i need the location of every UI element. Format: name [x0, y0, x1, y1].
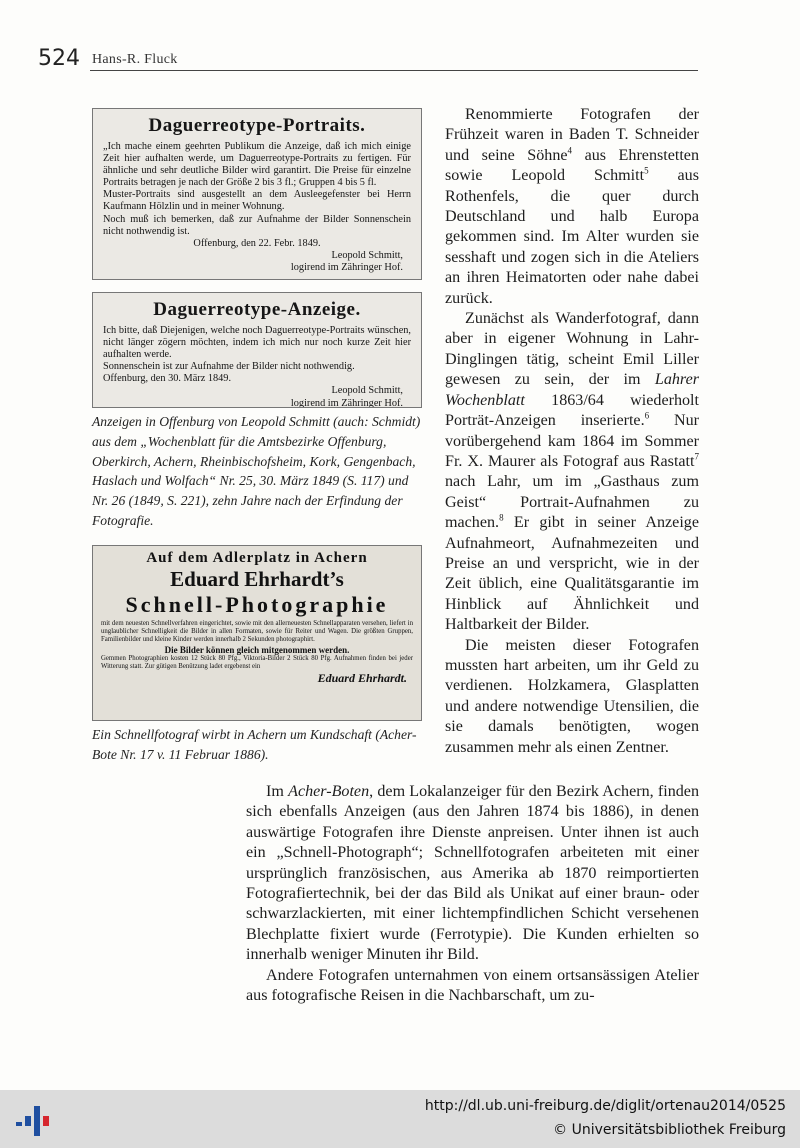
text-run: Nur vorübergehend kam 1864 im Sommer Fr. X. Maurer als Fotograf aus Rastatt [445, 412, 699, 470]
ad1-title: Daguerreotype-Portraits. [148, 115, 366, 136]
ad1-signature-note: logirend im Zähringer Hof. [290, 261, 403, 273]
ad1-signature: Leopold Schmitt, [331, 249, 403, 261]
ad3-name: Eduard Ehrhardt’s [170, 567, 344, 591]
figure-caption-2: Ein Schnellfotograf wirbt in Achern um Kundschaft (Acher-Bote Nr. 17 v. 11 Februar 1886). [92, 727, 417, 762]
ad1-body3: Noch muß ich bemerken, daß zur Aufnahme der Bilder Sonnenschein nicht nothwendig ist. [103, 213, 411, 237]
ad3-location: Auf dem Adlerplatz in Achern [146, 550, 368, 566]
text-run: nach Lahr, um im „Gasthaus zum Geist“ Portrait-Aufnahmen zu machen. [445, 473, 699, 532]
text-run: aus Ehrenstetten sowie Leopold Schmitt [445, 146, 699, 185]
ad3-highlight: Die Bilder können gleich mitgenommen werden. [164, 644, 350, 655]
library-logo-icon [14, 1102, 54, 1138]
ad1-body: „Ich mache einem geehrten Publikum die Anzeige, daß ich mich einige Zeit hier aufhalten werde, um Daguerreotype-Portraits zu fertigen. Für ähnliche und sehr deutliche Bilder wird garantirt. Die Preise für einzelne Portraits betragen je nach der Größe 2 bis 3 fl.; Gruppen 4 bis 5 fl. [103, 141, 411, 189]
paragraph [445, 105, 699, 309]
text-run: 1863/64 wiederholt Porträt-Anzeigen inserierte. [445, 391, 699, 430]
page-number: 524 [38, 46, 80, 71]
text-run: Im [266, 783, 289, 800]
header-rule [90, 70, 698, 71]
italic-title: Lahrer Wochenblatt [445, 371, 699, 409]
running-head: Hans-R. Fluck [92, 52, 178, 67]
paragraph: Die meisten dieser Fotografen mussten hart arbeiten, um ihr Geld zu verdienen. Holzkamera, Glasplatten und andere notwendige Utensilien, die sie damals benötigten, wogen zusammen mehr als einen Zentner. [445, 636, 699, 756]
ad3-title: Schnell-Photographie [125, 592, 389, 617]
ad3-body2: Gemmen Photographien kosten 12 Stück 80 Pfg., Viktoria-Bilder 2 Stück 80 Pfg. Aufnahmen finden bei jeder Witterung statt. Zur gütigen Benützung ladet ergebenst ein [101, 654, 413, 670]
text-run: aus Rothenfels, die quer durch Deutschland und halb Europa gekommen sind. Im Alter wurden sie sesshaft und zogen sich in die Ateliers an ihren Heimatorten oder nahe dabei zurück. [445, 167, 699, 307]
footnote-ref[interactable]: 4 [567, 145, 573, 156]
footnote-ref[interactable]: 8 [499, 512, 504, 523]
figure-caption-1: Anzeigen in Offenburg von Leopold Schmitt (auch: Schmidt) aus dem „Wochenblatt für die Amtsbezirke Offenburg, Oberkirch, Achern, Rheinbischofsheim, Kork, Gengenbach, Haslach und Wolfach“ Nr. 25, 30. März 1849 (S. 117) und Nr. 26 (1849, S. 221), zehn Jahre nach der Erfindung der Fotografie. [92, 414, 421, 528]
footnote-ref[interactable]: 6 [644, 410, 650, 421]
source-url-link[interactable]: http://dl.ub.uni-freiburg.de/diglit/ortenau2014/0525 [424, 1098, 786, 1114]
footer-bar [0, 1090, 800, 1148]
ad2-body: Ich bitte, daß Diejenigen, welche noch Daguerreotype-Portraits wünschen, nicht länger zögern möchten, indem ich mich nur noch kurze Zeit hier aufhalten werde. [103, 325, 411, 361]
ad2-signature-note: logirend im Zähringer Hof. [290, 397, 403, 408]
ad2-signature: Leopold Schmitt, [331, 385, 403, 397]
ad3-signature: Eduard Ehrhardt. [317, 671, 407, 686]
footnote-ref[interactable]: 7 [694, 451, 699, 462]
ad3-body: mit dem neuesten Schnellverfahren eingerichtet, sowie mit den allerneuesten Schnellapparaten versehen, liefert in unglaublicher Schnelligkeit die Bilder in allen Formaten, sowie für Reiter und Wagen. Die größten Gruppen, Familienbilder und kleine Kinder werden innerhalb 2 Sekunden photographirt. [101, 620, 413, 644]
text-run: Renommierte Fotografen der Frühzeit waren in Baden T. Schneider und seine Söhne [445, 106, 699, 164]
text-run: Zunächst als Wanderfotograf, dann aber in eigener Wohnung in Lahr-Dinglingen tätig, scheint Emil Liller gewesen zu sein, der im [445, 310, 699, 389]
ad1-body2: Muster-Portraits sind ausgestellt an dem Ausleegefenster bei Herrn Kaufmann Hölzlin und in meiner Wohnung. [103, 189, 411, 213]
ad1-dateline: Offenburg, den 22. Febr. 1849. [193, 237, 321, 249]
paragraph [445, 309, 699, 636]
italic-title: Acher-Boten [288, 783, 370, 800]
footnote-ref[interactable]: 5 [644, 165, 649, 176]
ad2-title: Daguerreotype-Anzeige. [153, 299, 361, 320]
ad-daguerreotype-portraits [92, 108, 422, 280]
text-run: Er gibt in seiner Anzeige Aufnahmeort, Aufnahmezeiten und Preise an und verspricht, wie in der Zeit üblich, eine Qualitätsgarantie im Hinblick auf Ähnlichkeit und Haltbarkeit der Bilder. [445, 514, 699, 634]
ad-daguerreotype-anzeige [92, 292, 422, 408]
ad-schnell-photographie [92, 545, 422, 721]
ad2-body2: Sonnenschein ist zur Aufnahme der Bilder nicht nothwendig. [103, 361, 355, 373]
ad2-dateline: Offenburg, den 30. März 1849. [103, 373, 232, 385]
full-width-text [246, 782, 699, 1006]
paragraph: Andere Fotografen unternahmen von einem ortsansässigen Atelier aus fotografische Reisen in die Nachbarschaft, um zu- [246, 966, 699, 1005]
text-run: , dem Lokalanzeiger für den Bezirk Achern, finden sich ebenfalls Anzeigen (aus den Jahren 1874 bis 1886), in denen auswärtige Fotografen ihre Dienste anpreisen. Unter ihnen ist auch ein „Schnell-Photograph“; Schnellfotografen arbeiteten mit einer ursprünglich französischen, aus Amerika ab 1870 reimportierten Fotografiertechnik, bei der das Bild als Unikat auf einer braun- oder schwarzlackierten, mit einer lichtempfindlichen Schicht versehenen Blechplatte fixiert wurde (Ferrotypie). Die Kunden erhielten so innerhalb weniger Minuten ihr Bild. [246, 783, 699, 964]
copyright-notice: © Universitätsbibliothek Freiburg [553, 1122, 786, 1138]
right-column-text [445, 105, 699, 758]
paragraph [246, 782, 699, 966]
